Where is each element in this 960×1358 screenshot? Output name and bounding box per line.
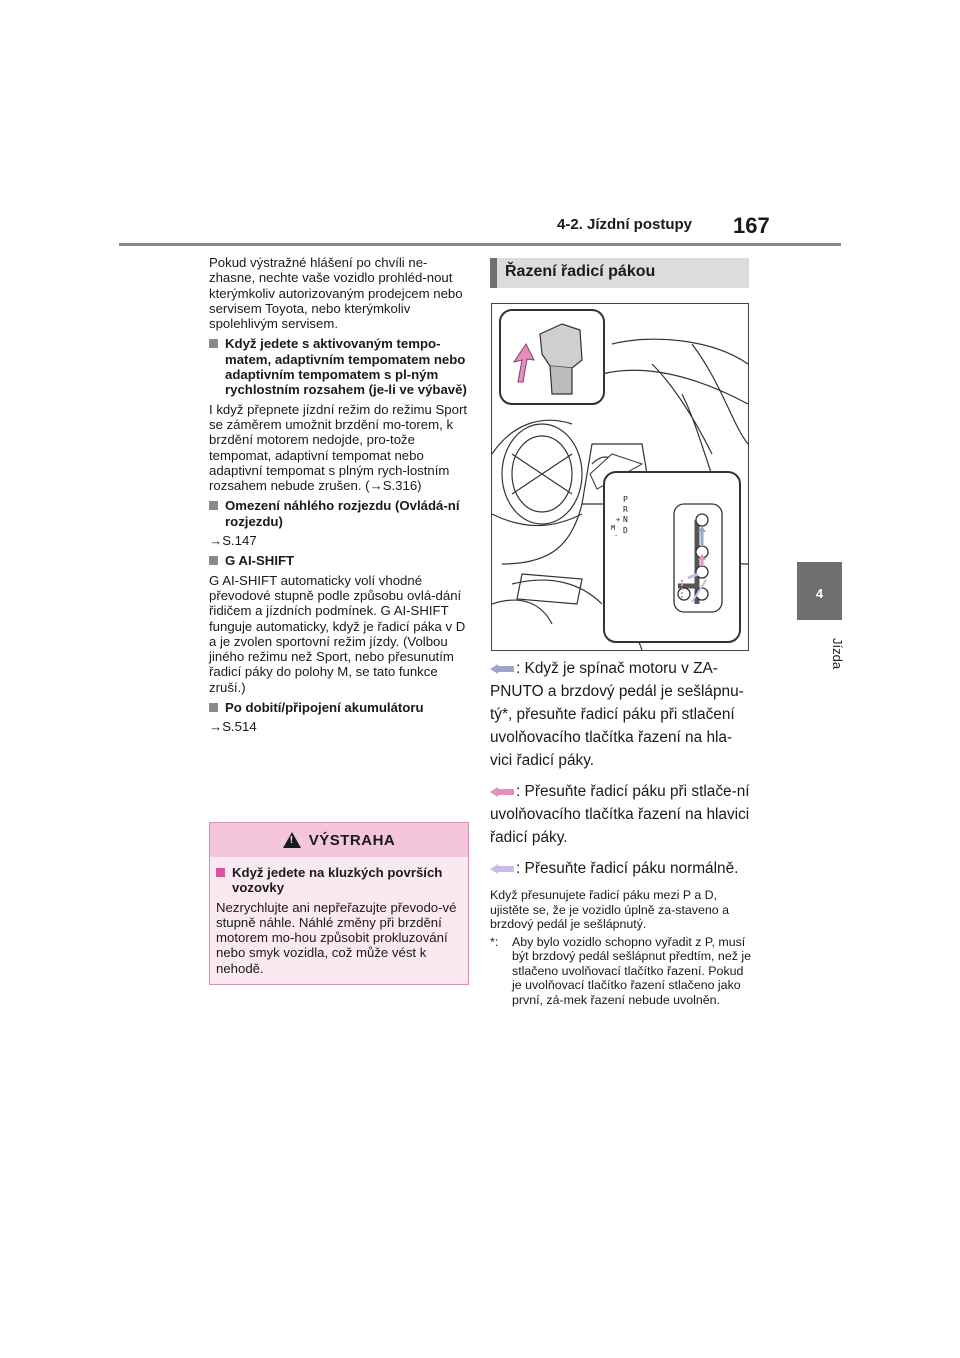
manual-label-minus: - [614, 532, 619, 540]
body-gaishift: G AI-SHIFT automaticky volí vhodné převodové stupně podle způsobu ovlá-dání řidičem a jízdních podmínek. G AI-SHIFT funguje automaticky, když je řadicí páka v D a je zvolen sportovní režim jízdy. (Volbou jiného režimu než Sport, nebo přesunutím řadicí páky do polohy M, se tato funkce zruší.) [209, 572, 466, 695]
section-title: 4-2. Jízdní postupy [557, 216, 693, 233]
intro-paragraph: Pokud výstražné hlášení po chvíli ne-zhasne, nechte vaše vozidlo prohléd-nout kterýmkoliv autorizovaným prodejcem nebo servisem Toyota, nebo kterýmkoliv spolehlivým servisem. [209, 255, 463, 332]
chapter-label: Jízda [830, 638, 845, 670]
subheading-battery: Po dobití/připojení akumulátoru [209, 700, 471, 715]
subheading-gaishift: G AI-SHIFT [209, 553, 471, 568]
gear-label-p: P [623, 495, 628, 504]
shift-section-title: Řazení řadicí pákou [490, 258, 749, 288]
manual-label-plus: + [616, 516, 621, 524]
body-cruise: I když přepnete jízdní režim do režimu Sport se záměrem umožnit brzdění mo-torem, k brzdění motorem nedojde, pro-tože tempomat, adaptivní tempomat nebo adaptivní tempomat s plným rych-lostním rozsahem nebude zrušen. (→S.316) [209, 401, 467, 494]
footnote [490, 935, 752, 1008]
header-rule [119, 243, 841, 246]
right-column [490, 657, 752, 1007]
page-number: 167 [733, 213, 770, 238]
manual-label-m: M [611, 524, 616, 532]
shift-lever-illustration [491, 303, 749, 651]
warning-subheading: Když jedete na kluzkých površích vozovky [216, 865, 462, 896]
warning-title: VÝSTRAHA [308, 831, 396, 849]
ref-battery[interactable]: →S.514 [209, 719, 257, 735]
shift-note: Když přesunujete řadicí páku mezi P a D, ujistěte se, že je vozidlo úplně za-staveno a brzdový pedál je sešlápnutý. [490, 888, 730, 931]
car-interior-drawing [492, 304, 748, 650]
warning-text: Nezrychlujte ani nepřeřazujte převodo-vé stupně náhle. Náhlé změny při brzdění motorem mo-hou způsobit prokluzování nebo smyk vozidla, což může vést k nehodě. [216, 899, 457, 976]
footnote-mark: *: [490, 934, 499, 949]
legend-item-pink: : Přesuňte řadicí páku při stlače-ní uvolňovacího tlačítka řazení na hlavici řadicí páky. [490, 783, 750, 846]
warning-box [209, 822, 469, 985]
warning-header [210, 823, 468, 857]
footnote-text: Aby bylo vozidlo schopno vyřadit z P, musí být brzdový pedál sešlápnut předtím, než je stlačeno uvolňovací tlačítko řazení. Pokud je uvolňovací tlačítko řazení stlačeno jako první, zá-mek řazení nebude uvolněn. [512, 934, 751, 1007]
legend-item-blue: : Když je spínač motoru v ZA-PNUTO a brzdový pedál je sešlápnu-tý*, přesuňte řadicí páku při stlačení uvolňovacího tlačítka řazení na hla-vici řadicí páky. [490, 660, 744, 769]
blue-arrow-icon [490, 664, 514, 674]
left-column [209, 255, 471, 740]
warning-triangle-icon: ! [283, 832, 301, 848]
pink-arrow-icon [490, 787, 514, 797]
subheading-cruise: Když jedete s aktivovaným tempo-matem, adaptivním tempomatem nebo adaptivním tempomatem s pl-ným rychlostním rozsahem (je-li ve výbavě) [209, 336, 471, 397]
gear-label-r: R [623, 505, 628, 514]
gear-label-d: D [623, 526, 628, 535]
gear-label-n: N [623, 515, 628, 524]
chapter-tab[interactable]: 4 [797, 562, 842, 620]
legend-item-lavender: : Přesuňte řadicí páku normálně. [490, 857, 752, 880]
ref-start-control[interactable]: →S.147 [209, 533, 257, 549]
subheading-start-control: Omezení náhlého rozjezdu (Ovládá-ní rozjezdu) [209, 498, 471, 529]
lavender-arrow-icon [490, 864, 514, 874]
